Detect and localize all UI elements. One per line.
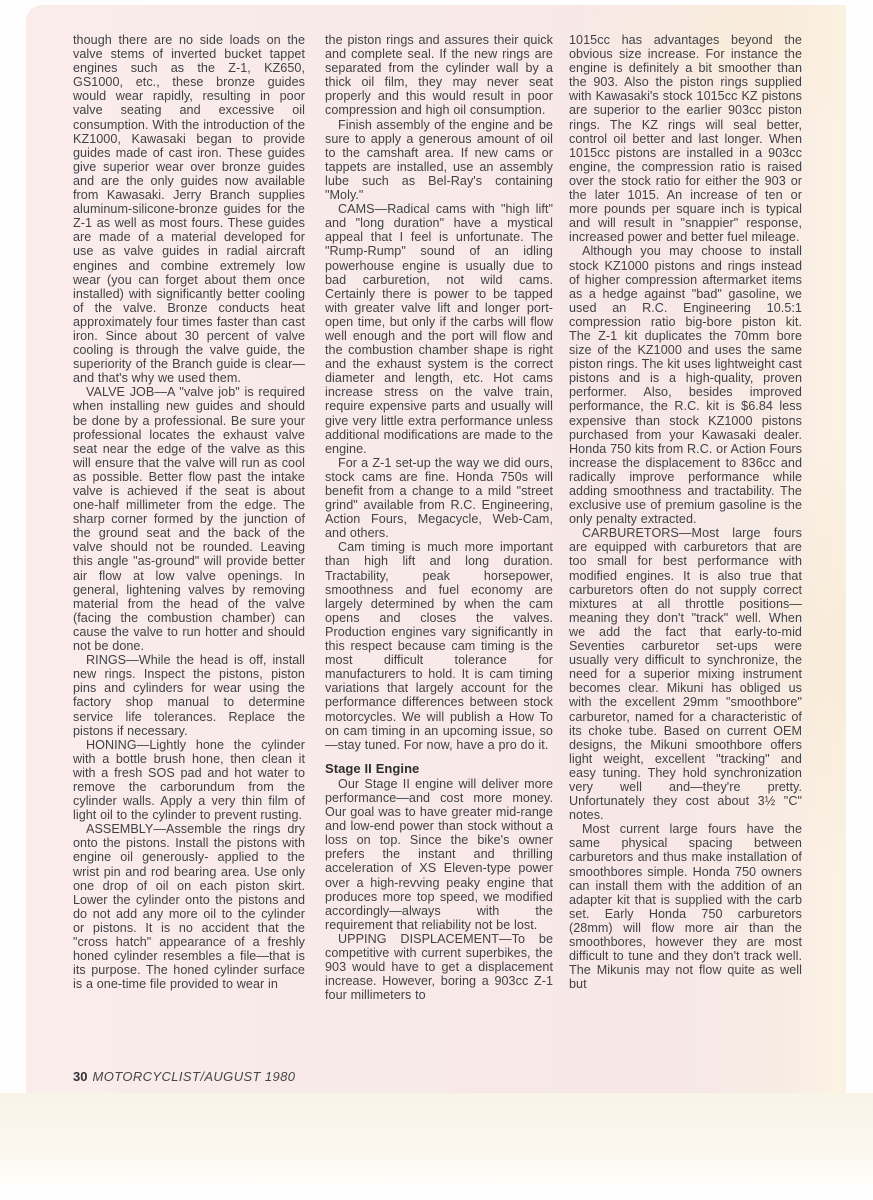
text-column-2	[325, 33, 553, 1073]
text-column-1	[73, 33, 305, 1073]
paragraph-carburetors: CARBURETORS—Most large fours are equipped with carburetors that are too small for best performance with modified engines. It is also true that carburetors often do not supply correct mixtures at all throttle positions—meaning they don't "track" well. When we add the fact that early-to-mid Seventies carburetor set-ups were usually very difficult to synchronize, the need for a superior mixing instrument becomes clear. Mikuni has obliged us with the excellent 29mm "smoothbore" carburetor, named for a characteristic of its choke tube. Based on current OEM designs, the Mikuni smoothbore offers light weight, excellent "tracking" and easy tuning. They hold synchronization very well and—they're pretty. Unfortunately they cost about 3½ "C" notes.	[569, 526, 802, 823]
magazine-title: MOTORCYCLIST/AUGUST 1980	[92, 1069, 296, 1084]
scanner-background-strip	[0, 1093, 873, 1185]
paragraph-cams: CAMS—Radical cams with "high lift" and "long duration" have a mystical appeal that I feel is unfortunate. The "Rump-Rump" sound of an idling powerhouse engine is usually due to bad carburetion, not wild cams. Certainly there is power to be tapped with greater valve lift and longer port-open time, but only if the carbs will flow well enough and the port will flow and the combustion chamber shape is right and the exhaust system is the correct diameter and length, etc. Hot cams increase stress on the valve train, require expensive parts and usually will give very little extra performance unless additional modifications are made to the engine.	[325, 202, 553, 456]
paragraph-assembly: ASSEMBLY—Assemble the rings dry onto the pistons. Install the pistons with engine oil generously- applied to the wrist pin and rod bearing area. Use only one drop of oil on each piston skirt. Lower the cylinder onto the pistons and do not add any more oil to the cylinder or pistons. It is no accident that the "cross hatch" appearance of a freshly honed cylinder resembles a file—that is its purpose. The honed cylinder surface is a one-time file provided to wear in	[73, 822, 305, 992]
paragraph-smoothbores: Most current large fours have the same physical spacing between carburetors and thus make installation of smoothbores simple. Honda 750 owners can install them with the addition of an adapter kit that is supplied with the carb set. Early Honda 750 carburetors (28mm) will flow more air than the smoothbores, however they are most difficult to tune and they don't track well. The Mikunis may not flow quite as well but	[569, 822, 802, 992]
paragraph: the piston rings and assures their quick and complete seal. If the new rings are separated from the cylinder wall by a thick oil film, they may never seat properly and this would result in poor compression and high oil consumption.	[325, 33, 553, 118]
paragraph-honing: HONING—Lightly hone the cylinder with a bottle brush hone, then clean it with a fresh SOS pad and hot water to remove the carborundum from the cylinder walls. Apply a very thin film of light oil to the cylinder to prevent rusting.	[73, 737, 305, 823]
paragraph-valve-job: VALVE JOB—A "valve job" is required when installing new guides and should be done by a professional. Be sure your professional locates the exhaust valve seat near the edge of the valve as this will ensure that the valve will run as cool as possible. Better flow past the intake valve is achieved if the seat is about one-half millimeter from the edge. The sharp corner formed by the junction of the ground seat and the back of the valve should not be rounded. Leaving this angle "as-ground" will provide better air flow at low valve openings. In general, lightening valves by removing material from the head of the valve (facing the combustion chamber) can cause the valve to run hotter and should not be done.	[73, 385, 305, 654]
paragraph: though there are no side loads on the valve stems of inverted bucket tappet engines such as the Z-1, KZ650, GS1000, etc., these bronze guides would wear rapidly, resulting in poor valve seating and excessive oil consumption. With the introduction of the KZ1000, Kawasaki began to provide guides made of cast iron. These guides give superior wear over bronze guides and are the only guides now available from Kawasaki. Jerry Branch supplies aluminum-silicone-bronze guides for the Z-1 as well as most fours. These guides are made of a material developed for use as valve guides in radial aircraft engines and combine extremely low wear (you can forget about them once installed) with significantly better cooling of the valve. Bronze conducts heat approximately four times faster than cast iron. Since about 30 percent of valve cooling is through the valve guide, the superiority of the Branch guide is clear—and that's why we used them.	[73, 33, 305, 386]
section-heading-stage-ii-engine: Stage II Engine	[325, 760, 420, 776]
page-footer	[73, 1069, 473, 1084]
paragraph-finish-assembly: Finish assembly of the engine and be sure to apply a generous amount of oil to the camshaft area. If new cams or tappets are installed, use an assembly lube such as Bel-Ray's containing "Moly."	[325, 117, 553, 203]
paragraph-cam-timing: Cam timing is much more important than high lift and long duration. Tractability, peak horsepower, smoothness and fuel economy are largely determined by when the cam opens and closes the valves. Production engines vary significantly in this respect because cam timing is the most difficult tolerance for manufacturers to hold. It is cam timing variations that largely account for the performance differences between stock motorcycles. We will publish a How To on cam timing in an upcoming issue, so—stay tuned. For now, have a pro do it.	[325, 540, 553, 752]
paragraph: 1015cc has advantages beyond the obvious size increase. For instance the engine is definitely a bit smoother than the 903. Also the piston rings supplied with Kawasaki's stock 1015cc KZ pistons are superior to the earlier 903cc piston rings. The KZ rings will seal better, control oil better and last longer. When 1015cc pistons are installed in a 903cc engine, the compression ratio is raised over the stock ratio for either the 903 or the later 1015. An increase of ten or more pounds per square inch is typical and will result in "snappier" response, increased power and better fuel mileage.	[569, 33, 802, 245]
paragraph-z1-setup: For a Z-1 set-up the way we did ours, stock cams are fine. Honda 750s will benefit from a change to a mild "street grind" available from R.C. Engineering, Action Fours, Megacycle, Web-Cam, and others.	[325, 455, 553, 541]
paragraph-piston-kit: Although you may choose to install stock KZ1000 pistons and rings instead of higher compression aftermarket items as a hedge against "bad" gasoline, we used an R.C. Engineering 10.5:1 compression ratio big-bore piston kit. The Z-1 kit duplicates the 70mm bore size of the KZ1000 and uses the same piston rings. The kit uses lightweight cast pistons and is a high-quality, proven performer. Also, besides improved performance, the R.C. kit is $6.84 less expensive than stock KZ1000 pistons purchased from your Kawasaki dealer. Honda 750 kits from R.C. or Action Fours increase the displacement to 836cc and radically improve performance while adding smoothness and tractability. The exclusive use of premium gasoline is the only penalty extracted.	[569, 244, 802, 527]
text-column-3	[569, 33, 802, 1073]
paragraph-rings: RINGS—While the head is off, install new rings. Inspect the pistons, piston pins and cylinders for wear using the factory shop manual to determine service life tolerances. Replace the pistons if necessary.	[73, 653, 305, 738]
page-number: 30	[73, 1069, 88, 1084]
paragraph-stage-ii: Our Stage II engine will deliver more performance—and cost more money. Our goal was to have greater mid-range and low-end power than stock without a loss on top. Since the bike's owner prefers the instant and thrilling acceleration of XS Eleven-type power over a high-revving peaky engine that produces more top speed, we modified accordingly—always with the requirement that reliability not be lost.	[325, 776, 553, 932]
paragraph-upping-displacement: UPPING DISPLACEMENT—To be competitive with current superbikes, the 903 would have to get a displacement increase. However, boring a 903cc Z-1 four millimeters to	[325, 931, 553, 1003]
magazine-page	[26, 5, 846, 1093]
